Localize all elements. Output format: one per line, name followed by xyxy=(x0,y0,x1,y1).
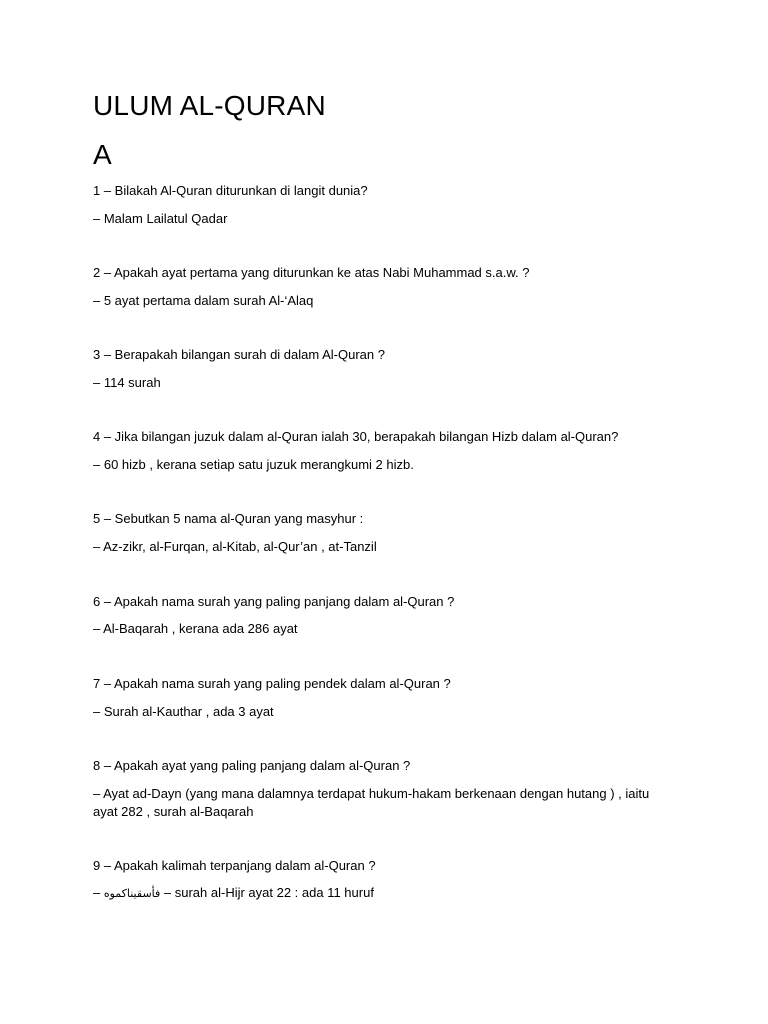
answer-4: – 60 hizb , kerana setiap satu juzuk merangkumi 2 hizb. xyxy=(93,457,414,472)
answer-9-arabic-word: فأسقيناكموه xyxy=(103,887,161,900)
question-9: 9 – Apakah kalimah terpanjang dalam al-Quran ? xyxy=(93,858,376,873)
answer-6: – Al-Baqarah , kerana ada 286 ayat xyxy=(93,621,298,636)
question-6: 6 – Apakah nama surah yang paling panjang dalam al-Quran ? xyxy=(93,594,455,609)
answer-9-prefix: – xyxy=(93,885,104,900)
answer-3: – 114 surah xyxy=(93,375,161,390)
answer-7: – Surah al-Kauthar , ada 3 ayat xyxy=(93,704,274,719)
question-4: 4 – Jika bilangan juzuk dalam al-Quran ialah 30, berapakah bilangan Hizb dalam al-Quran? xyxy=(93,429,619,444)
answer-8: – Ayat ad-Dayn (yang mana dalamnya terdapat hukum-hakam berkenaan dengan hutang ) , iaitu ayat 282 , surah al-Baqarah xyxy=(93,786,650,819)
section-letter: A xyxy=(93,139,112,170)
question-7: 7 – Apakah nama surah yang paling pendek dalam al-Quran ? xyxy=(93,676,451,691)
question-3: 3 – Berapakah bilangan surah di dalam Al-Quran ? xyxy=(93,347,385,362)
question-1: 1 – Bilakah Al-Quran diturunkan di langit dunia? xyxy=(93,183,368,198)
answer-2: – 5 ayat pertama dalam surah Al-‘Alaq xyxy=(93,293,314,308)
question-8: 8 – Apakah ayat yang paling panjang dalam al-Quran ? xyxy=(93,758,411,773)
answer-1: – Malam Lailatul Qadar xyxy=(93,211,228,226)
question-5: 5 – Sebutkan 5 nama al-Quran yang masyhur : xyxy=(93,511,364,526)
answer-5: – Az-zikr, al-Furqan, al-Kitab, al-Qur’an , at-Tanzil xyxy=(93,539,377,554)
answer-9 xyxy=(93,884,673,903)
document-title: ULUM AL-QURAN xyxy=(93,90,326,121)
answer-9-suffix: – surah al-Hijr ayat 22 : ada 11 huruf xyxy=(160,885,374,900)
question-2: 2 – Apakah ayat pertama yang diturunkan ke atas Nabi Muhammad s.a.w. ? xyxy=(93,265,530,280)
